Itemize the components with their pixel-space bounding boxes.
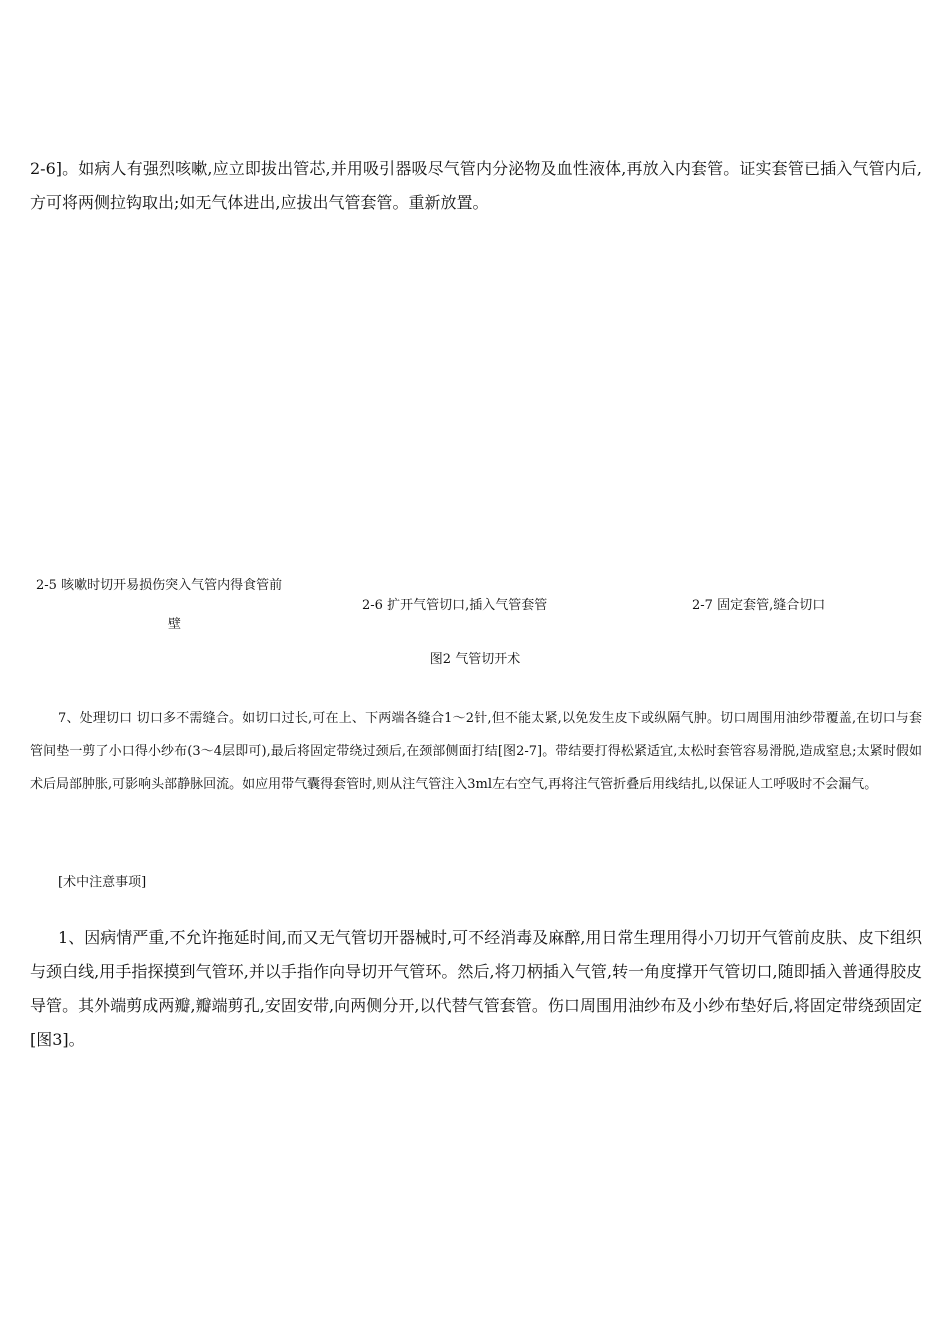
step-7-paragraph: 7、处理切口 切口多不需缝合。如切口过长,可在上、下两端各缝合1～2针,但不能太紧,以免发生皮下或纵隔气肿。切口周围用油纱带覆盖,在切口与套管间垫一剪了小口得小纱布(3～4层即可),最后将固定带绕过颈后,在颈部侧面打结[图2-7]。带结要打得松紧适宜,太松时套管容易滑脱,造成窒息;太紧时假如术后局部肿胀,可影响头部静脉回流。如应用带气囊得套管时,则从注气管注入3ml左右空气,再将注气管折叠后用线结扎,以保证人工呼吸时不会漏气。 <box>30 711 922 792</box>
intraoperative-notes-heading: [术中注意事项] <box>58 875 147 890</box>
intro-paragraph: 2-6]。如病人有强烈咳嗽,应立即拔出管芯,并用吸引器吸尽气管内分泌物及血性液体,再放入内套管。证实套管已插入气管内后,方可将两侧拉钩取出;如无气体进出,应拔出气管套管。重新放置。 <box>30 159 922 212</box>
figure-caption-2-7: 2-7 固定套管,缝合切口 <box>692 598 826 613</box>
figure-caption-2-6: 2-6 扩开气管切口,插入气管套管 <box>362 598 548 613</box>
figure-caption-2-5-continuation: 壁 <box>168 617 182 632</box>
figure-caption-2-5: 2-5 咳嗽时切开易损伤突入气管内得食管前 <box>36 578 283 593</box>
figure-title: 图2 气管切开术 <box>429 652 521 667</box>
intraoperative-note-1-paragraph: 1、因病情严重,不允许拖延时间,而又无气管切开器械时,可不经消毒及麻醉,用日常生理用得小刀切开气管前皮肤、皮下组织与颈白线,用手指探摸到气管环,并以手指作向导切开气管环。然后,将刀柄插入气管,转一角度撑开气管切口,随即插入普通得胶皮导管。其外端剪成两瓣,瓣端剪孔,安固安带,向两侧分开,以代替气管套管。伤口周围用油纱布及小纱布垫好后,将固定带绕颈固定[图3]。 <box>30 928 922 1049</box>
